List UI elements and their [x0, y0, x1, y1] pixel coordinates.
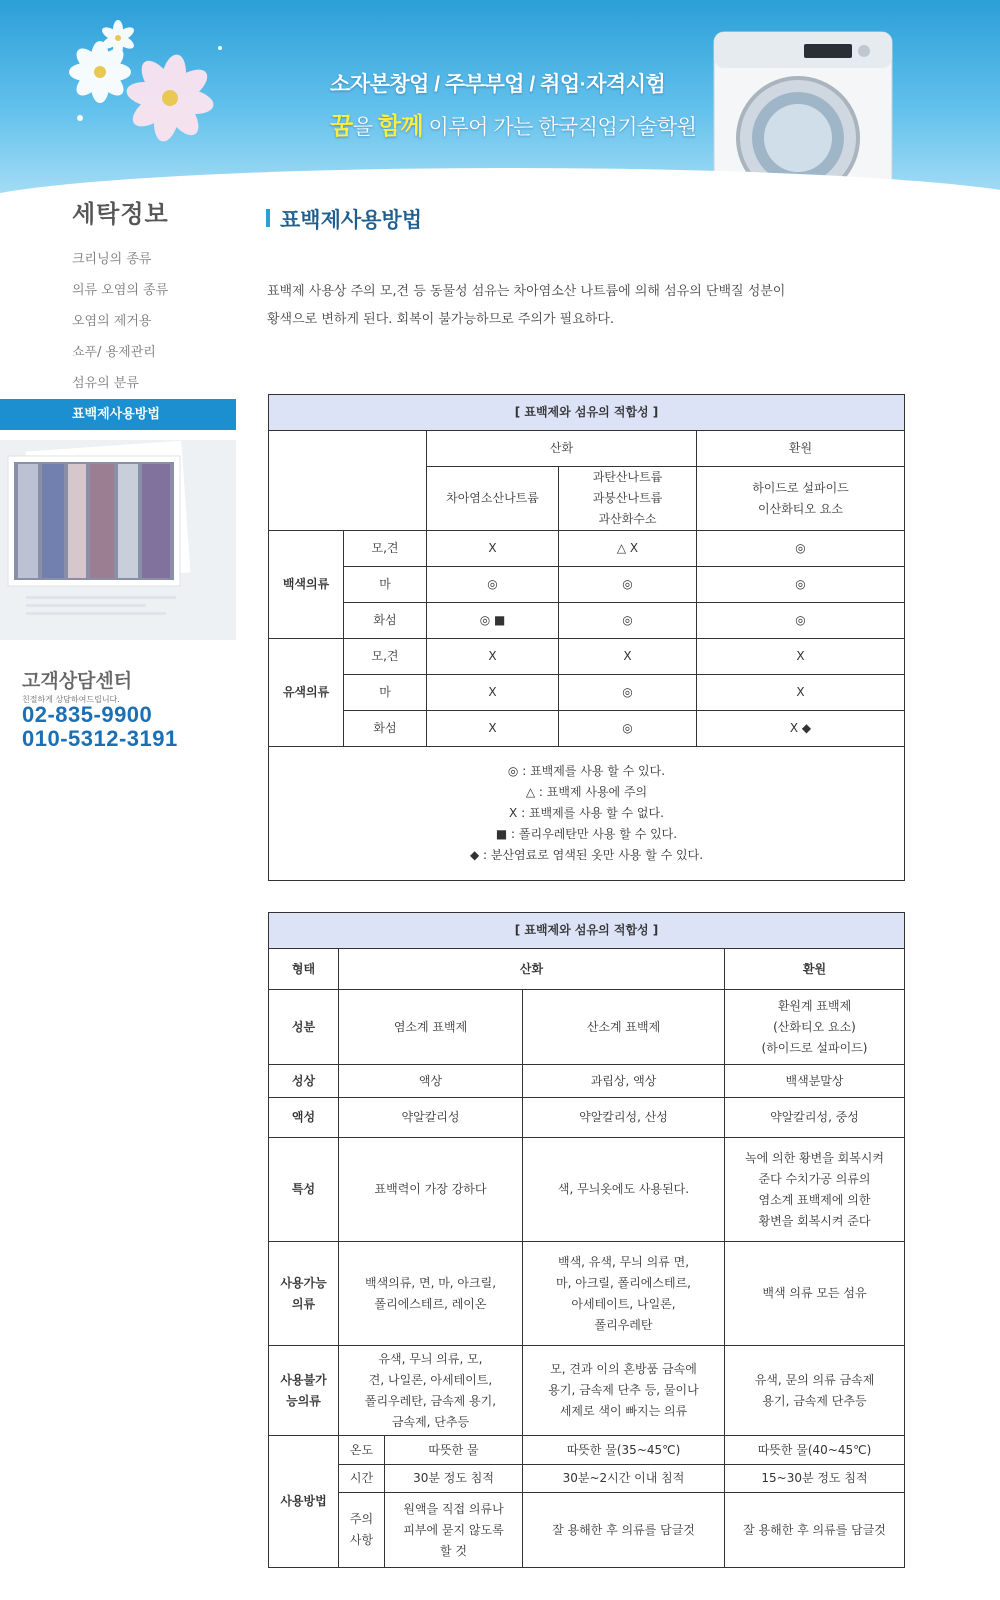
sub-label: 주의 사항 [339, 1493, 385, 1568]
value-cell: 산소계 표백제 [523, 990, 725, 1065]
table-row [269, 603, 905, 639]
value-cell: 유색, 무늬 의류, 모, 견, 나일론, 아세테이트, 폴리우레탄, 금속제 용기, 금속제, 단추등 [339, 1346, 523, 1436]
customer-center-subtitle: 친절하게 상담하여드립니다. [22, 695, 120, 704]
value-cell: 30분 정도 침적 [385, 1465, 523, 1493]
table-legend: ◎ : 표백제를 사용 할 수 있다. △ : 표백제 사용에 주의 X : 표백제를 사용 할 수 없다. ■ : 폴리우레탄만 사용 할 수 있다. ◆ : 분산염료로 염색된 옷만 사용 할 수 있다. [269, 747, 905, 881]
sidebar-menu [0, 244, 236, 430]
value-cell: 표백력이 가장 강하다 [339, 1138, 523, 1242]
value-cell: ◎ [559, 567, 697, 603]
header-sodium-hypochlorite: 차아염소산나트륨 [427, 467, 559, 531]
bleach-fiber-compatibility-table [268, 394, 905, 881]
bleach-type-comparison-table [268, 912, 905, 1568]
fiber-cell: 화섬 [344, 711, 427, 747]
value-cell: 약알칼리성 [339, 1098, 523, 1138]
sidebar-item-cleaning-types[interactable]: 크리닝의 종류 [72, 252, 152, 267]
customer-center-title: 고객상담센터 [22, 670, 133, 692]
value-cell: 녹에 의한 황변을 회복시켜 준다 수치가공 의류의 염소계 표백제에 의한 황변을 회복시켜 준다 [725, 1138, 905, 1242]
header-banner [0, 0, 1000, 200]
value-cell: X [697, 639, 905, 675]
value-cell: 염소계 표백제 [339, 990, 523, 1065]
header-oxygen-bleach: 과탄산나트륨 과붕산나트륨 과산화수소 [559, 467, 697, 531]
value-cell: 따뜻한 물 [385, 1436, 523, 1465]
row-label: 형태 [269, 949, 339, 990]
value-cell: ◎ [559, 675, 697, 711]
sidebar-title: 세탁정보 [72, 201, 169, 228]
table-row [269, 1138, 905, 1242]
value-cell: X [559, 639, 697, 675]
sidebar-item-bleach-usage[interactable]: 표백제사용방법 [0, 399, 236, 430]
sub-label: 온도 [339, 1436, 385, 1465]
value-cell: ◎ [427, 567, 559, 603]
group-colored-clothes: 유색의류 [269, 639, 344, 747]
value-cell: ◎ [559, 603, 697, 639]
value-cell: X [427, 531, 559, 567]
value-cell: 백색의류, 면, 마, 아크릴, 폴리에스테르, 레이온 [339, 1242, 523, 1346]
value-cell: ◎ ■ [427, 603, 559, 639]
value-cell: X [427, 639, 559, 675]
value-cell: 유색, 문의 의류 금속제 용기, 금속제 단추등 [725, 1346, 905, 1436]
value-cell: △ X [559, 531, 697, 567]
value-cell: X [427, 711, 559, 747]
header-reduction: 환원 [725, 949, 905, 990]
value-cell: 약알칼리성, 중성 [725, 1098, 905, 1138]
table-row [269, 949, 905, 990]
value-cell: 색, 무늬옷에도 사용된다. [523, 1138, 725, 1242]
header-reduction: 환원 [697, 431, 905, 467]
value-cell: 15~30분 정도 침적 [725, 1465, 905, 1493]
cosmos-flowers-illustration [60, 8, 260, 178]
phone-number-1: 02-835-9900 [22, 702, 153, 727]
value-cell: 잘 용해한 후 의류를 담글것 [725, 1493, 905, 1568]
value-cell: ◎ [559, 711, 697, 747]
value-cell: 액상 [339, 1065, 523, 1098]
sidebar [0, 200, 236, 1600]
value-cell: 백색 의류 모든 섬유 [725, 1242, 905, 1346]
table-row [269, 1065, 905, 1098]
value-cell: 백색, 유색, 무늬 의류 면, 마, 아크릴, 폴리에스테르, 아세테이트, 나일론, 폴리우레탄 [523, 1242, 725, 1346]
table-row [269, 711, 905, 747]
value-cell: ◎ [697, 567, 905, 603]
value-cell: 약알칼리성, 산성 [523, 1098, 725, 1138]
table-row [269, 675, 905, 711]
row-label: 사용불가 능의류 [269, 1346, 339, 1436]
value-cell: 백색분말상 [725, 1065, 905, 1098]
header-reducing-bleach: 하이드로 설파이드 이산화티오 요소 [697, 467, 905, 531]
table-row [269, 1098, 905, 1138]
row-label: 성상 [269, 1065, 339, 1098]
table-row [269, 1436, 905, 1465]
table-row [269, 567, 905, 603]
value-cell: 따뜻한 물(35~45℃) [523, 1436, 725, 1465]
fiber-cell: 마 [344, 675, 427, 711]
value-cell: ◎ [697, 531, 905, 567]
sidebar-item-stain-removal[interactable]: 오염의 제거용 [72, 314, 152, 329]
row-label: 사용방법 [269, 1436, 339, 1568]
table-row [269, 1242, 905, 1346]
sidebar-item-soap-solvent[interactable]: 쇼푸/ 용제관리 [72, 345, 156, 360]
table-row [269, 1465, 905, 1493]
row-label: 특성 [269, 1138, 339, 1242]
table-row [269, 1346, 905, 1436]
fiber-cell: 모,견 [344, 639, 427, 675]
group-white-clothes: 백색의류 [269, 531, 344, 639]
table-caption: [ 표백제와 섬유의 적합성 ] [269, 913, 905, 949]
value-cell: 모, 견과 이의 혼방품 금속에 용기, 금속제 단추 등, 물이나 세제로 색이 빠지는 의류 [523, 1346, 725, 1436]
row-label: 사용가능 의류 [269, 1242, 339, 1346]
fiber-cell: 모,견 [344, 531, 427, 567]
row-label: 성분 [269, 990, 339, 1065]
table-row [269, 531, 905, 567]
shirts-photo [0, 440, 236, 640]
header-oxidation: 산화 [427, 431, 697, 467]
sub-label: 시간 [339, 1465, 385, 1493]
value-cell: 따뜻한 물(40~45℃) [725, 1436, 905, 1465]
table-empty-corner [269, 431, 427, 531]
value-cell: X [427, 675, 559, 711]
header-oxidation: 산화 [339, 949, 725, 990]
banner-slogan-line1: 소자본창업 / 주부부업 / 취업·자격시험 [330, 73, 666, 96]
phone-number-2: 010-5312-3191 [22, 726, 178, 751]
value-cell: 환원계 표백제 (산화티오 요소) (하이드로 설파이드) [725, 990, 905, 1065]
fiber-cell: 마 [344, 567, 427, 603]
fiber-cell: 화섬 [344, 603, 427, 639]
value-cell: 30분~2시간 이내 침적 [523, 1465, 725, 1493]
intro-text: 표백제 사용상 주의 모,견 등 동물성 섬유는 차아염소산 나트륨에 의해 섬유의 단백질 성분이 황색으로 변하게 된다. 회복이 불가능하므로 주의가 필요하다. [267, 284, 786, 327]
table-row [269, 1493, 905, 1568]
page-title: 표백제사용방법 [266, 204, 422, 234]
table-row [269, 990, 905, 1065]
row-label: 액성 [269, 1098, 339, 1138]
sidebar-item-fiber-classification[interactable]: 섬유의 분류 [72, 376, 139, 391]
value-cell: 과립상, 액상 [523, 1065, 725, 1098]
value-cell: ◎ [697, 603, 905, 639]
table-row [269, 639, 905, 675]
value-cell: 원액을 직접 의류나 피부에 묻지 않도록 할 것 [385, 1493, 523, 1568]
value-cell: X ◆ [697, 711, 905, 747]
sidebar-item-stain-types[interactable]: 의류 오염의 종류 [72, 283, 169, 298]
table-caption: [ 표백제와 섬유의 적합성 ] [269, 395, 905, 431]
banner-slogan-line2: 꿈을 함께 이루어 가는 한국직업기술학원 [330, 113, 697, 140]
value-cell: X [697, 675, 905, 711]
value-cell: 잘 용해한 후 의류를 담글것 [523, 1493, 725, 1568]
